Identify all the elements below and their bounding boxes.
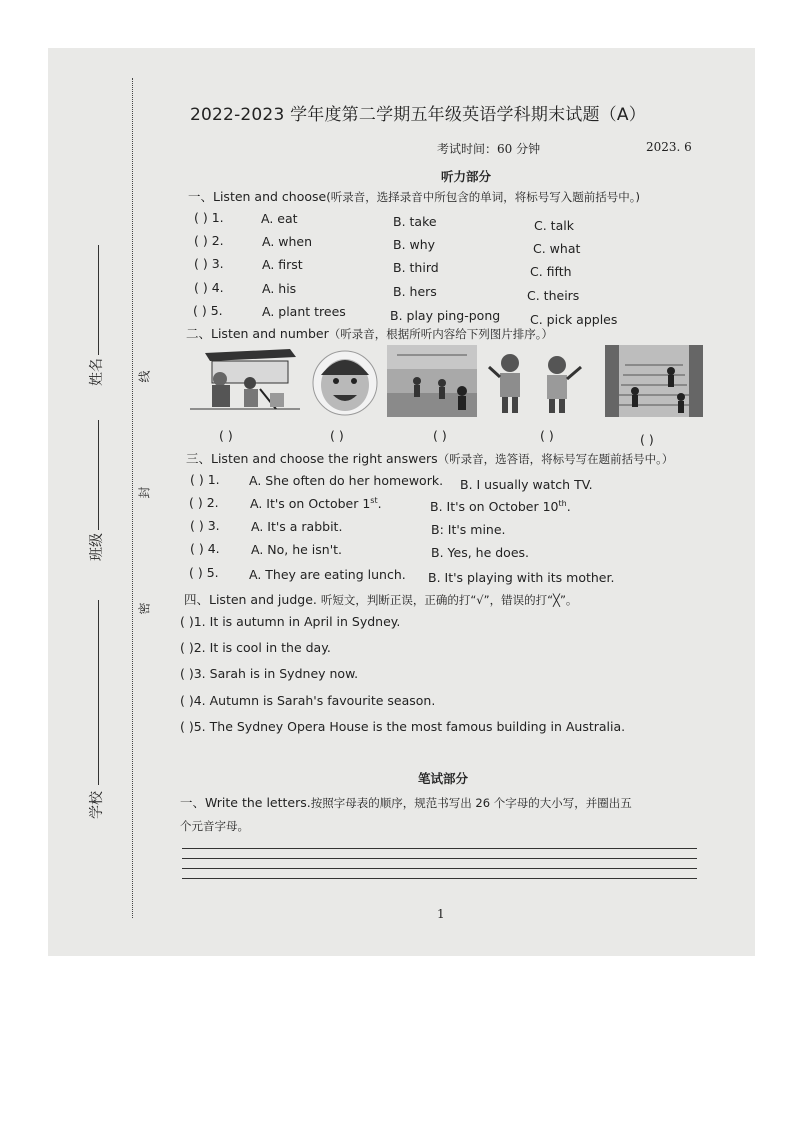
binding-dotted-line (132, 78, 133, 918)
option-b: B. play ping-pong (390, 308, 501, 323)
two-girls-picture (485, 345, 595, 417)
option-b: B. I usually watch TV. (460, 477, 593, 492)
option-b: B: It's mine. (431, 522, 506, 537)
option-c: C. fifth (530, 264, 572, 279)
answer-paren: ( ) (433, 428, 447, 443)
page-number: 1 (437, 907, 445, 921)
option-a: A. his (262, 281, 297, 296)
list-item: ( ) 4. (190, 541, 220, 556)
list-item: ( )5. The Sydney Opera House is the most famous building in Australia. (180, 719, 626, 734)
writing-part1-heading: 一、Write the letters.按照字母表的顺序，规范书写出 26 个字母的大小写，并圈出五 (180, 795, 632, 810)
option-c: C. talk (534, 218, 574, 233)
list-item: ( ) 1. (190, 472, 220, 487)
cut-mark-seal: 封 (137, 486, 152, 499)
exam-paper (48, 48, 755, 956)
name-blank (98, 245, 99, 355)
exam-time: 考试时间：60 分钟 (437, 142, 541, 156)
name-label: 姓名 (89, 358, 105, 386)
cut-mark-line: 线 (137, 370, 152, 383)
writing-line (182, 858, 697, 859)
writing-line (182, 878, 697, 879)
exam-date: 2023. 6 (646, 140, 692, 154)
writing-line (182, 868, 697, 869)
option-b: B. why (393, 237, 436, 252)
option-b: B. take (393, 214, 437, 229)
list-item: ( )2. It is cool in the day. (180, 640, 331, 655)
answer-paren: ( ) (540, 428, 554, 443)
list-item: ( ) 3. (190, 518, 220, 533)
option-a: A. They are eating lunch. (249, 567, 406, 582)
part2-heading: 二、Listen and number（听录音，根据所听内容给下列图片排序。） (186, 326, 553, 341)
list-item: ( ) 4. (194, 280, 224, 295)
option-a: A. It's on October 1st. (250, 496, 382, 512)
answer-paren: ( ) (640, 432, 654, 447)
option-a: A. She often do her homework. (249, 473, 444, 488)
option-b: B. It's playing with its mother. (428, 570, 615, 585)
option-a: A. when (262, 234, 313, 249)
sports-day-picture (387, 345, 477, 417)
option-a: A. plant trees (262, 304, 346, 319)
class-blank (98, 420, 99, 530)
option-a: A. It's a rabbit. (251, 519, 343, 534)
listening-section-title: 听力部分 (441, 169, 492, 184)
option-b: B. It's on October 10th. (430, 499, 571, 515)
list-item: ( ) 2. (194, 233, 224, 248)
school-label: 学校 (89, 791, 105, 819)
writing-line (182, 848, 697, 849)
smiling-boy-picture (305, 345, 385, 417)
cleaning-scene-picture (190, 345, 300, 417)
part4-heading: 四、Listen and judge. 听短文，判断正误，正确的打“√”，错误的打“╳”。 (184, 592, 578, 607)
answer-paren: ( ) (219, 428, 233, 443)
option-c: C. pick apples (530, 312, 618, 327)
cut-mark-secret: 密 (137, 602, 152, 615)
option-b: B. third (393, 260, 439, 275)
list-item: ( ) 5. (193, 303, 223, 318)
option-c: C. what (533, 241, 581, 256)
option-a: A. No, he isn't. (251, 542, 343, 557)
answer-paren: ( ) (330, 428, 344, 443)
picture-row (190, 345, 705, 420)
writing-section-title: 笔试部分 (418, 771, 469, 786)
writing-part1-heading-cont: 个元音字母。 (180, 819, 249, 833)
option-b: B. hers (393, 284, 437, 299)
school-blank (98, 600, 99, 785)
part3-heading: 三、Listen and choose the right answers（听录音，选答语，将标号写在题前括号中。） (186, 451, 674, 466)
list-item: ( )1. It is autumn in April in Sydney. (180, 614, 401, 629)
list-item: ( ) 1. (194, 210, 224, 225)
part1-heading: 一、Listen and choose(听录音，选择录音中所包含的单词，将标号写入题前括号中。) (188, 189, 640, 204)
class-label: 班级 (89, 533, 105, 561)
list-item: ( )3. Sarah is in Sydney now. (180, 666, 359, 681)
option-a: A. eat (261, 211, 298, 226)
list-item: ( ) 5. (189, 565, 219, 580)
option-a: A. first (262, 257, 303, 272)
stairs-people-picture (605, 345, 703, 417)
option-c: C. theirs (527, 288, 580, 303)
page-title: 2022-2023 学年度第二学期五年级英语学科期末试题（A） (190, 105, 646, 125)
list-item: ( )4. Autumn is Sarah's favourite season. (180, 693, 436, 708)
option-b: B. Yes, he does. (431, 545, 529, 560)
list-item: ( ) 2. (189, 495, 219, 510)
list-item: ( ) 3. (194, 256, 224, 271)
